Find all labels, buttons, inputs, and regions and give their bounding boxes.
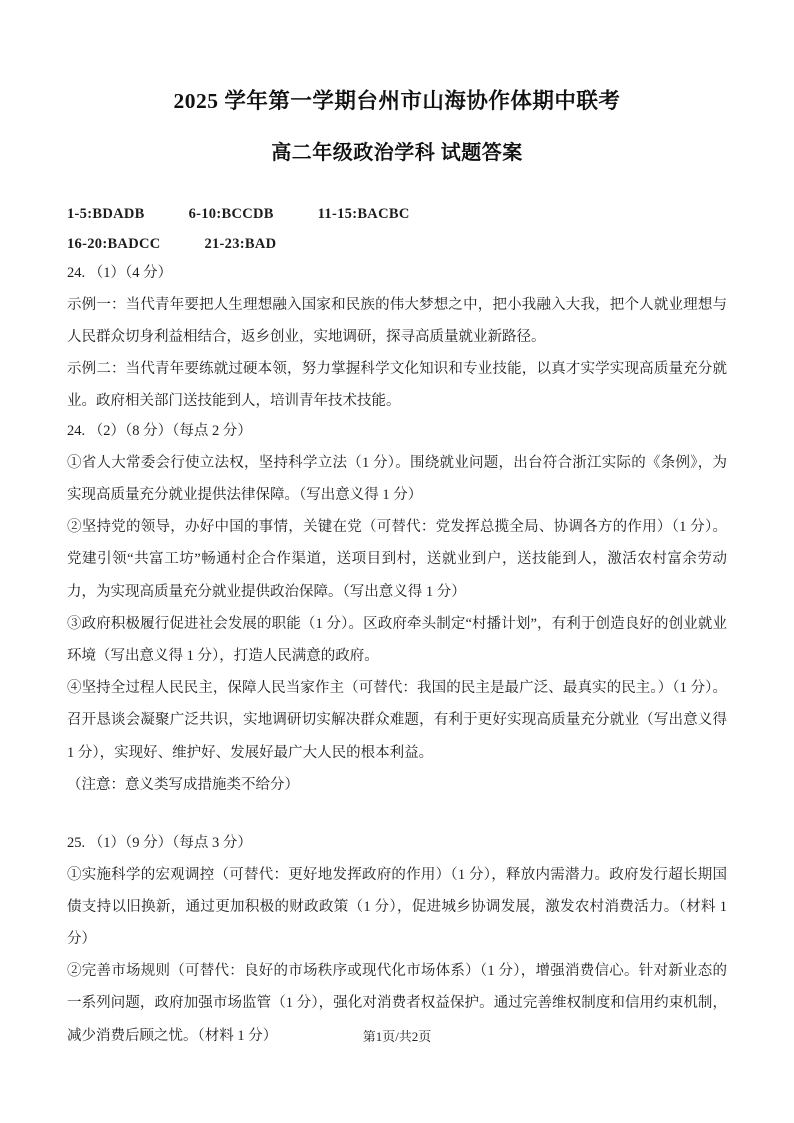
q24-1-example-2: 示例二：当代青年要练就过硬本领，努力掌握科学文化知识和专业技能，以真才实学实现高质量充分就业。政府相关部门送技能到人，培训青年技术技能。 xyxy=(67,360,727,410)
q24-2-point-1: ①省人大常委会行使立法权，坚持科学立法（1 分）。围绕就业问题，出台符合浙江实际的《条例》，为实现高质量充分就业提供法律保障。（写出意义得 1 分） xyxy=(67,454,727,504)
q24-1-header: 24. （1）（4 分） xyxy=(67,265,173,281)
document-subtitle: 高二年级政治学科 试题答案 xyxy=(271,142,523,164)
mcq-answer-row-1 xyxy=(67,200,727,230)
q25-1-point-2: ②完善市场规则（可替代：良好的市场秩序或现代化市场体系）（1 分），增强消费信心。针对新业态的一系列问题，政府加强市场监管（1 分），强化对消费者权益保护。通过完善维权制度和信用约束机制，减少消费后顾之忧。（材料 1 分） xyxy=(67,963,727,1044)
q24-2-point-4: ④坚持全过程人民民主，保障人民当家作主（可替代：我国的民主是最广泛、最真实的民主。）（1 分）。召开恳谈会凝聚广泛共识，实地调研切实解决群众难题，有利于更好实现高质量充分就业（写出意义得 1 分），实现好、维护好、发展好最广大人民的根本利益。 xyxy=(67,680,727,761)
document-body xyxy=(67,200,727,1052)
mcq-answer-range: 16-20:BADCC xyxy=(67,235,161,252)
q24-2-header: 24. （2）（8 分）（每点 2 分） xyxy=(67,423,252,440)
q24-2-point-2: ②坚持党的领导，办好中国的事情，关键在党（可替代：党发挥总揽全局、协调各方的作用）（1 分）。党建引领“共富工坊”畅通村企合作渠道，送项目到村，送就业到户，送技能到人，激活农村富余劳动力，为实现高质量充分就业提供政治保障。（写出意义得 1 分） xyxy=(67,519,727,600)
grading-note: （注意：意义类写成措施类不给分） xyxy=(67,776,299,793)
mcq-answer-range: 6-10:BCCDB xyxy=(188,206,274,222)
q24-2-point-3: ③政府积极履行促进社会发展的职能（1 分）。区政府牵头制定“村播计划”，有利于创造良好的创业就业环境（写出意义得 1 分），打造人民满意的政府。 xyxy=(67,615,727,665)
document-title: 2025 学年第一学期台州市山海协作体期中联考 xyxy=(173,89,621,113)
q24-1-example-1: 示例一：当代青年要把人生理想融入国家和民族的伟大梦想之中，把小我融入大我，把个人就业理想与人民群众切身利益相结合，返乡创业，实地调研，探寻高质量就业新路径。 xyxy=(67,296,727,345)
q25-1-header: 25. （1）（9 分）（每点 3 分） xyxy=(67,835,252,852)
mcq-answer-range: 1-5:BDADB xyxy=(67,206,145,222)
mcq-answer-range: 21-23:BAD xyxy=(204,235,277,252)
mcq-answer-row-2 xyxy=(67,230,727,260)
mcq-answer-range: 11-15:BACBC xyxy=(317,206,410,222)
page-number: 第1页/共2页 xyxy=(362,1029,432,1044)
q25-1-point-1: ①实施科学的宏观调控（可替代：更好地发挥政府的作用）（1 分），释放内需潜力。政府发行超长期国债支持以旧换新，通过更加积极的财政政策（1 分），促进城乡协调发展，激发农村消费活力。（材料 1 分） xyxy=(67,866,727,947)
